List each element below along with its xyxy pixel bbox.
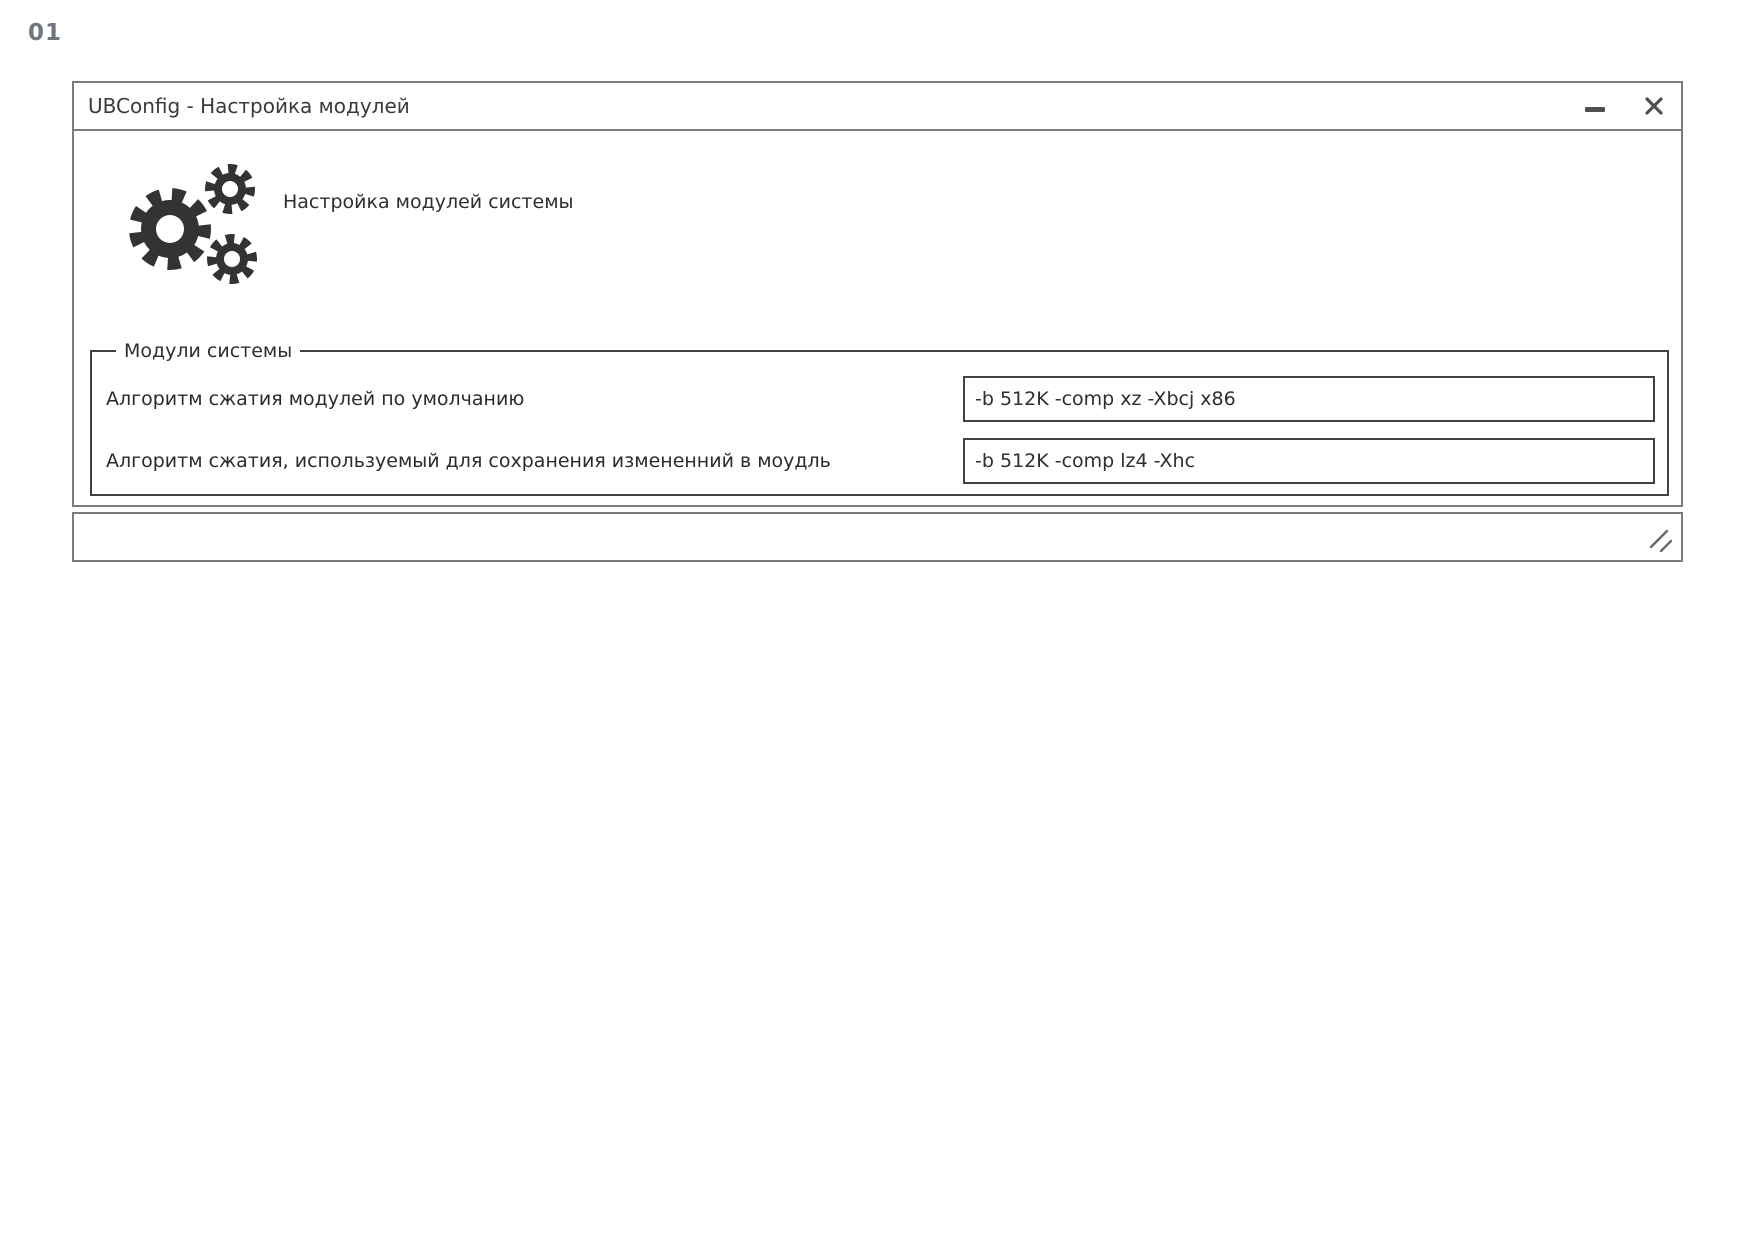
- ubconfig-window: [72, 81, 1683, 507]
- close-icon: [1643, 95, 1665, 117]
- window-title: UBConfig - Настройка модулей: [88, 94, 410, 118]
- save-compression-input[interactable]: [963, 438, 1655, 484]
- group-box-legend: Модули системы: [124, 340, 293, 362]
- gears-icon: [122, 157, 262, 291]
- minimize-button[interactable]: [1585, 107, 1605, 112]
- field-row-save-compression: [106, 438, 1655, 484]
- window-body: [74, 131, 1681, 503]
- default-compression-label: Алгоритм сжатия модулей по умолчанию: [106, 388, 525, 410]
- status-bar: [72, 512, 1683, 562]
- field-row-default-compression: [106, 376, 1655, 422]
- title-bar: [74, 83, 1681, 131]
- default-compression-input[interactable]: [963, 376, 1655, 422]
- close-button[interactable]: [1643, 95, 1665, 117]
- section-heading: Настройка модулей системы: [283, 191, 574, 213]
- resize-grip-icon[interactable]: [1648, 528, 1674, 554]
- slide-number: 01: [28, 20, 63, 46]
- window-controls: [1585, 95, 1665, 117]
- modules-group-box: [90, 340, 1669, 496]
- save-compression-label: Алгоритм сжатия, используемый для сохранения измененний в моудль: [106, 450, 831, 472]
